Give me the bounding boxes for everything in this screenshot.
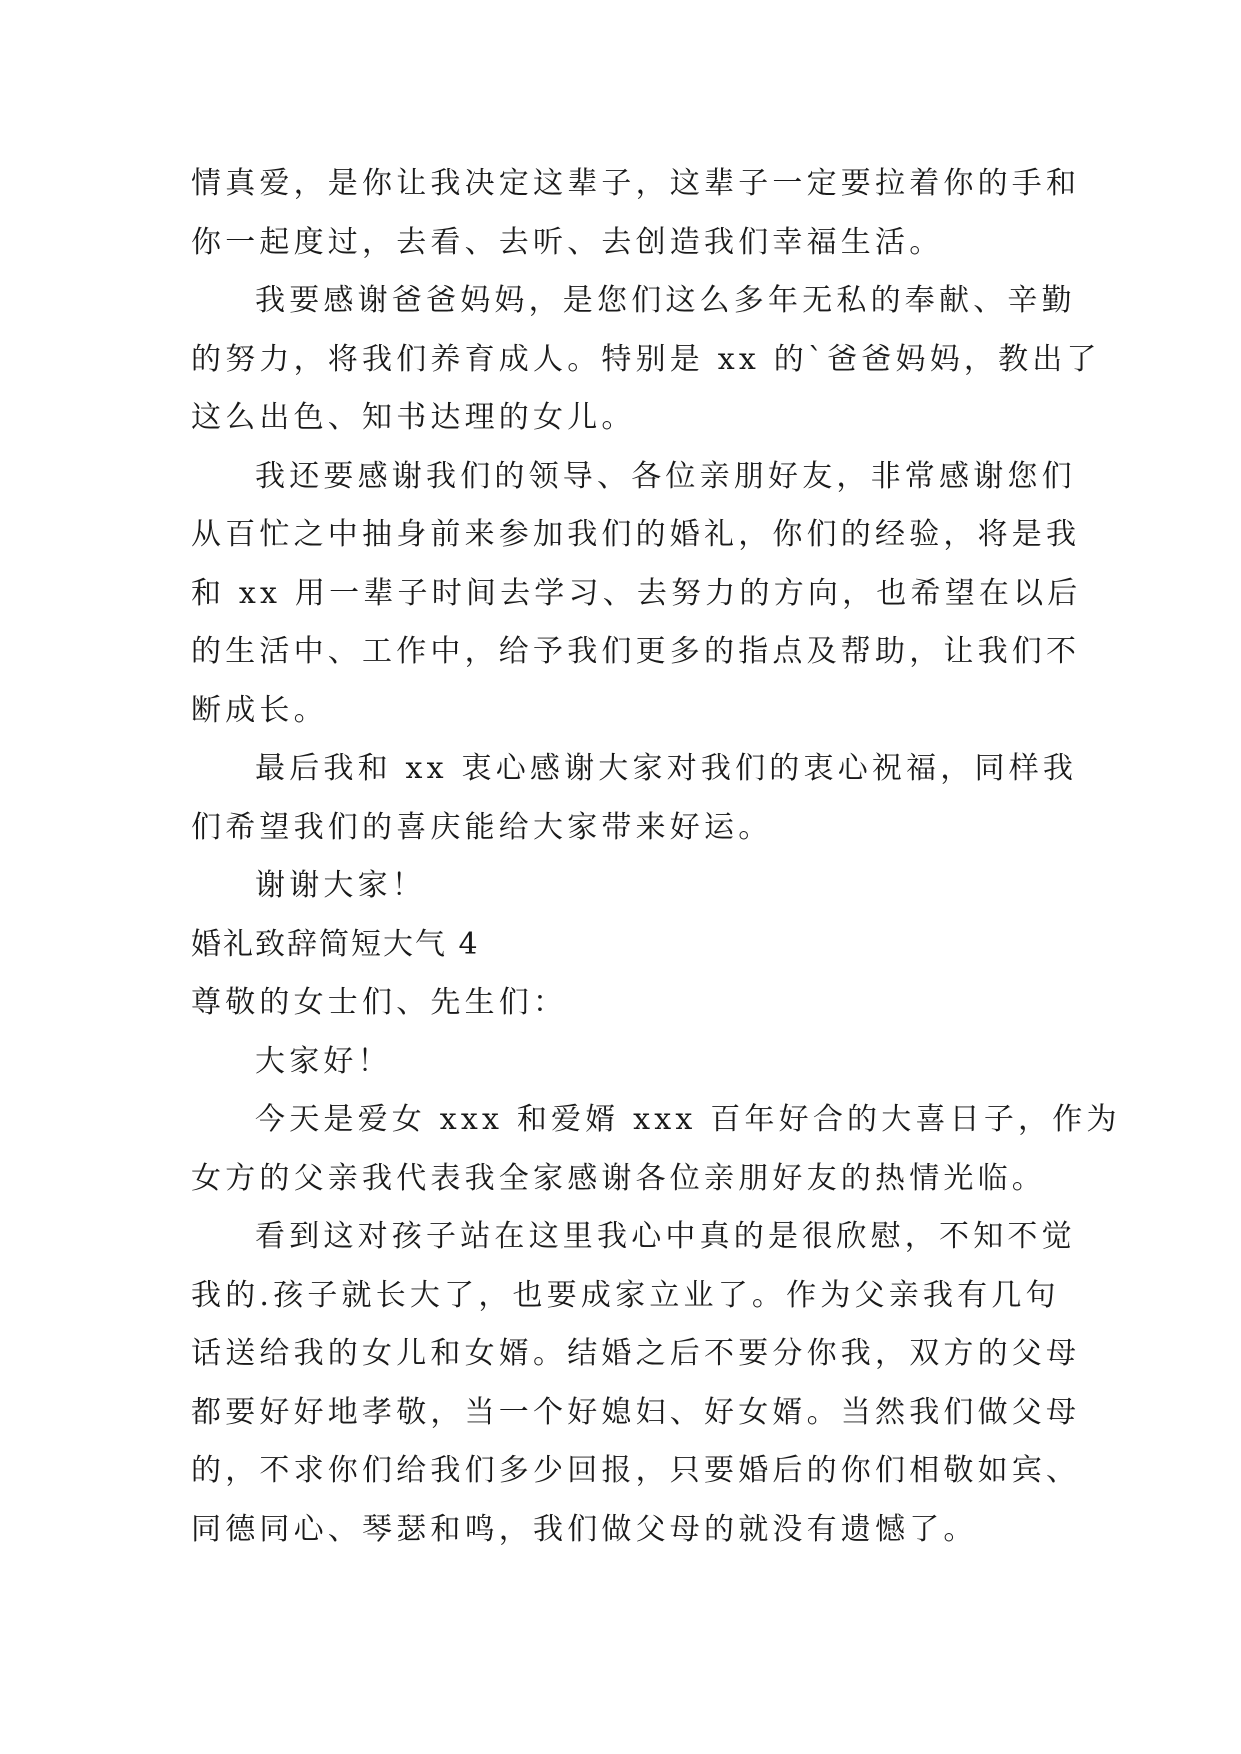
section-heading: 婚礼致辞简短大气 4 [191,926,480,962]
body-text-line: 的努力，将我们养育成人。特别是 xx 的`爸爸妈妈，教出了 [191,341,1101,377]
paragraph-first-line: 我要感谢爸爸妈妈，是您们这么多年无私的奉献、辛勤 [255,283,1076,318]
paragraph-first-line: 今天是爱女 xxx 和爱婿 xxx 百年好合的大喜日子，作为 [255,1102,1121,1137]
salutation: 尊敬的女士们、先生们： [191,985,568,1020]
greeting: 大家好！ [255,1043,392,1079]
body-text-line: 你一起度过，去看、去听、去创造我们幸福生活。 [191,224,944,260]
paragraph-first-line: 最后我和 xx 衷心感谢大家对我们的衷心祝福，同样我 [255,751,1078,786]
document-body [191,155,1121,1559]
body-text-line: 都要好好地孝敬，当一个好媳妇、好女婿。当然我们做父母 [191,1394,1081,1430]
body-text-line: 这么出色、知书达理的女儿。 [191,400,636,435]
body-text-line: 断成长。 [191,692,328,728]
body-text-line: 情真爱，是你让我决定这辈子，这辈子一定要拉着你的手和 [191,166,1081,201]
paragraph-first-line: 我还要感谢我们的领导、各位亲朋好友，非常感谢您们 [255,458,1076,494]
body-text-line: 们希望我们的喜庆能给大家带来好运。 [191,809,773,845]
body-text-line: 同德同心、琴瑟和鸣，我们做父母的就没有遗憾了。 [191,1511,978,1547]
body-text-line: 从百忙之中抽身前来参加我们的婚礼，你们的经验，将是我 [191,517,1081,552]
body-text-line: 的，不求你们给我们多少回报，只要婚后的你们相敬如宾、 [191,1453,1081,1488]
body-text-line: 话送给我的女儿和女婿。结婚之后不要分你我，双方的父母 [191,1336,1081,1371]
body-text-line: 我的.孩子就长大了，也要成家立业了。作为父亲我有几句 [191,1277,1060,1313]
closing-thanks: 谢谢大家！ [255,868,426,903]
body-text-line: 女方的父亲我代表我全家感谢各位亲朋好友的热情光临。 [191,1160,1046,1196]
body-text-line: 和 xx 用一辈子时间去学习、去努力的方向，也希望在以后 [191,575,1082,611]
body-text-line: 的生活中、工作中，给予我们更多的指点及帮助，让我们不 [191,634,1081,669]
paragraph-first-line: 看到这对孩子站在这里我心中真的是很欣慰，不知不觉 [255,1219,1076,1254]
